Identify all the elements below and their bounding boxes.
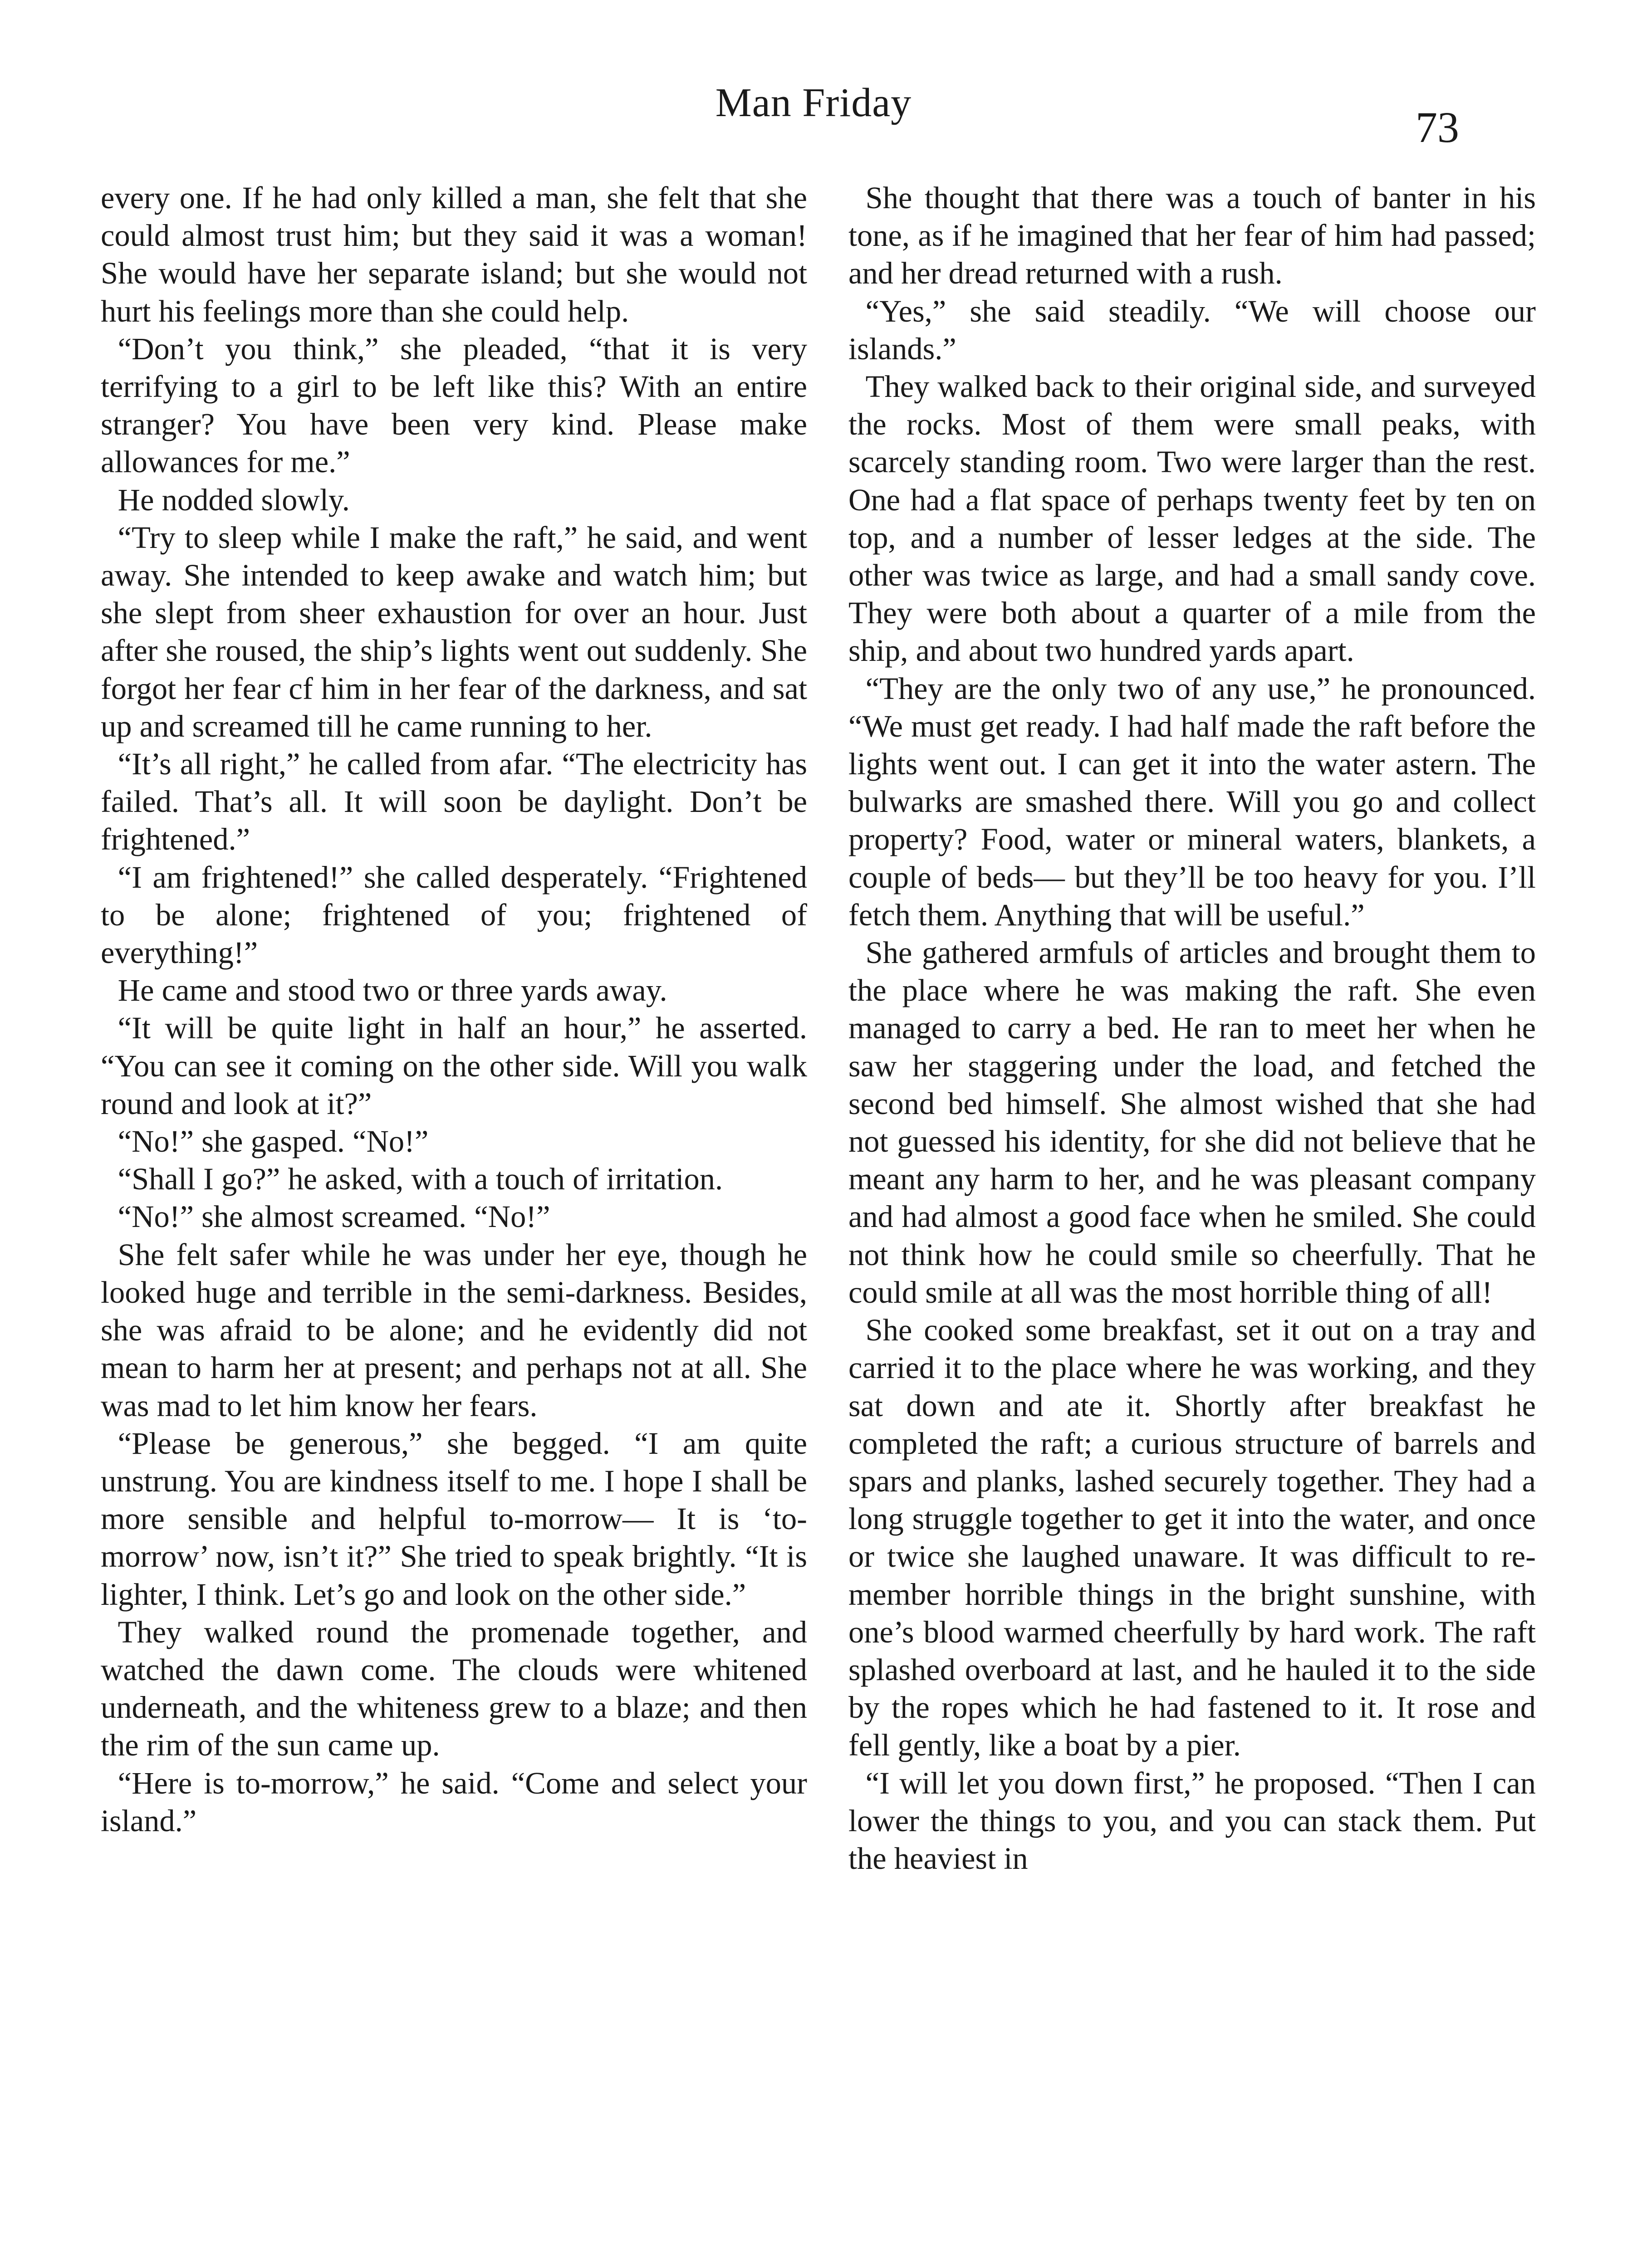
paragraph: “Shall I go?” he asked, with a touch of irritation.	[118, 1162, 723, 1197]
paragraph: She gathered armfuls of articles and brought them to the place where he was making the raft. She even managed to carry a bed. He ran to meet her when he saw her staggering under the load, and fetched the second bed himself. She almost wished that she had not guessed his identity, for she did not believe that he meant any harm to her, and he was pleasant company and had almost a good face when he smiled. She could not think how he could smile so cheerfully. That he could smile at all was the most horrible thing of all!	[848, 935, 1536, 1310]
paragraph: “Try to sleep while I make the raft,” he said, and went away. She intended to keep awake and watch him; but she slept from sheer exhaustion for over an hour. Just after she roused, the ship’s lights went out suddenly. She forgot her fear cf him in her fear of the darkness, and sat up and screamed till he came running to her.	[101, 520, 807, 743]
paragraph: “It’s all right,” he called from afar. “The electricity has failed. That’s all. It will soon be daylight. Don’t be frightened.”	[101, 747, 807, 857]
paragraph: “Don’t you think,” she pleaded, “that it is very terrifying to a girl to be left like this? With an entire stranger? You have been very kind. Please make allowances for me.”	[101, 331, 807, 479]
paragraph: “They are the only two of any use,” he pronounced. “We must get ready. I had half made the raft before the lights went out. I can get it into the water astern. The bulwarks are smashed there. Will you go and collect property? Food, water or mineral waters, blankets, a couple of beds— but they’ll be too heavy for you. I’ll fetch them. Anything that will be useful.”	[848, 671, 1536, 932]
paragraph: He came and stood two or three yards away.	[118, 973, 667, 1008]
paragraph: They walked round the promenade together, and watched the dawn come. The clouds were whitened underneath, and the whiteness grew to a blaze; and then the rim of the sun came up.	[101, 1614, 807, 1763]
running-title: Man Friday	[715, 80, 912, 125]
paragraph: every one. If he had only killed a man, she felt that she could almost trust him; but they said it was a woman! She would have her separate island; but she would not hurt his feelings more than she could help.	[101, 181, 807, 328]
paragraph: “I am frightened!” she called desperately. “Frightened to be alone; frightened of you; frightened of everything!”	[101, 860, 807, 970]
paragraph: They walked back to their original side, and surveyed the rocks. Most of them were small peaks, with scarcely standing room. Two were larger than the rest. One had a flat space of perhaps twenty feet by ten on top, and a number of lesser ledges at the side. The other was twice as large, and had a small sandy cove. They were both about a quarter of a mile from the ship, and about two hundred yards apart.	[848, 369, 1536, 668]
right-column	[848, 179, 1536, 1877]
paragraph: “It will be quite light in half an hour,” he asserted. “You can see it coming on the other side. Will you walk round and look at it?”	[101, 1011, 807, 1121]
left-column	[101, 179, 807, 1840]
paragraph: “No!” she gasped. “No!”	[118, 1124, 429, 1159]
paragraph: “Yes,” she said steadily. “We will choose our islands.”	[848, 293, 1536, 366]
page-number: 73	[1416, 103, 1459, 152]
paragraph: “Here is to-morrow,” he said. “Come and select your island.”	[101, 1765, 807, 1838]
paragraph: “Please be generous,” she begged. “I am quite unstrung. You are kindness itself to me. I hope I shall be more sensible and helpful to-morrow— It is ‘to-morrow’ now, isn’t it?” She tried to speak brightly. “It is lighter, I think. Let’s go and look on the other side.”	[101, 1426, 807, 1612]
paragraph: She cooked some breakfast, set it out on a tray and carried it to the place where he was working, and they sat down and ate it. Shortly after breakfast he completed the raft; a curious structure of barrels and spars and planks, lashed securely together. They had a long struggle together to get it into the water, and once or twice she laughed unaware. It was difficult to remember horrible things in the bright sunshine, with one’s blood warmed cheerfully by hard work. The raft splashed overboard at last, and he hauled it to the side by the ropes which he had fastened to it. It rose and fell gently, like a boat by a pier.	[848, 1313, 1536, 1763]
paragraph: She felt safer while he was under her eye, though he looked huge and terrible in the semi-darkness. Besides, she was afraid to be alone; and he evidently did not mean to harm her at present; and perhaps not at all. She was mad to let him know her fears.	[101, 1237, 807, 1423]
paragraph: He nodded slowly.	[118, 482, 350, 517]
paragraph: “I will let you down first,” he proposed. “Then I can lower the things to you, and you can stack them. Put the heaviest in	[848, 1765, 1536, 1876]
paragraph: “No!” she almost screamed. “No!”	[118, 1199, 550, 1234]
paragraph: She thought that there was a touch of banter in his tone, as if he imagined that her fear of him had passed; and her dread returned with a rush.	[848, 181, 1536, 291]
